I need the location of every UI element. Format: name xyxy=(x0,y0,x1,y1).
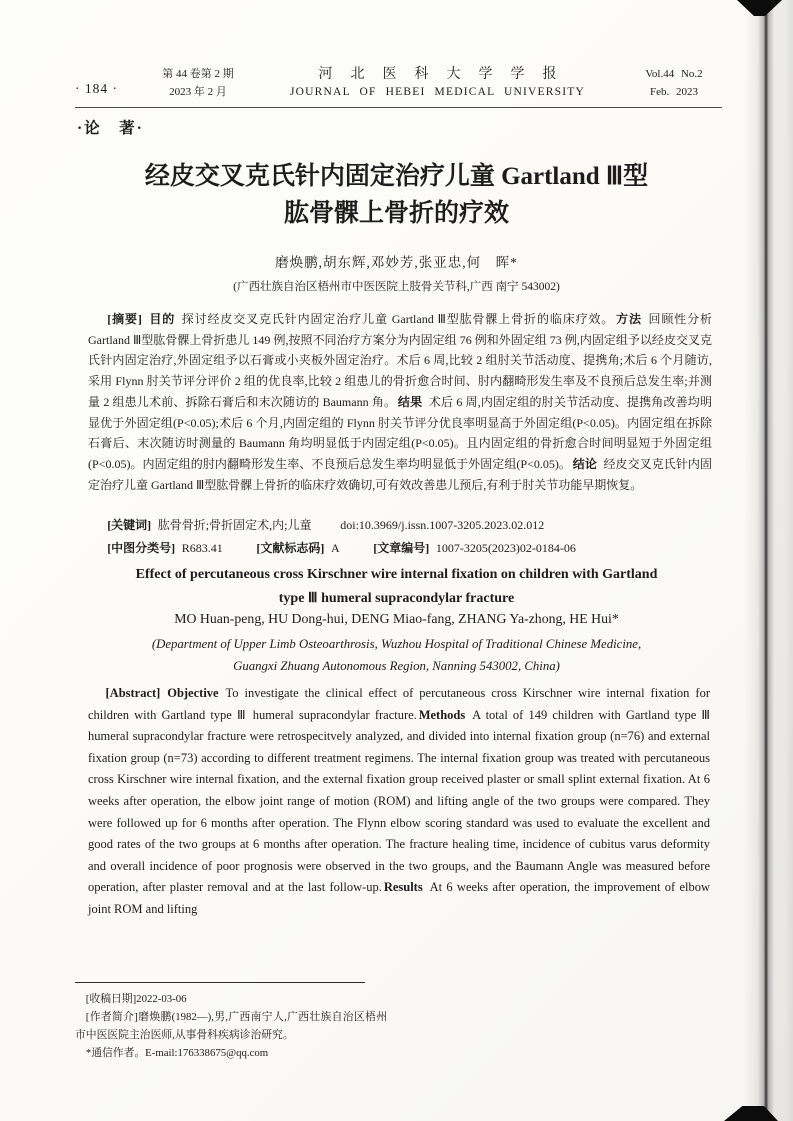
corresponding-author: *通信作者。E-mail:176338675@qq.com xyxy=(85,1047,269,1059)
title-en-line2: type Ⅲ humeral supracondylar fracture xyxy=(278,590,515,606)
affiliation-en-line1: (Department of Upper Limb Osteoarthrosis, Wuzhou Hospital of Traditional Chinese Medicine, xyxy=(151,637,642,651)
results-text-en: At 6 weeks after operation, the improvement of elbow joint ROM and lifting xyxy=(88,880,710,916)
journal-name-en: JOURNAL OF HEBEI MEDICAL UNIVERSITY xyxy=(290,85,585,98)
clc-value: R683.41 xyxy=(181,541,223,555)
doc-code-label: [文献标志码] xyxy=(256,541,325,555)
keywords-label: [关键词] xyxy=(107,518,152,532)
issue-date-en: Feb. 2023 xyxy=(650,85,698,98)
issue-volume-en: Vol.44 No.2 xyxy=(645,68,703,80)
objective-label-cn: 目的 xyxy=(148,312,176,326)
abstract-label-en: [Abstract] xyxy=(105,686,161,700)
affiliation-en xyxy=(0,634,793,677)
issue-info-cn xyxy=(147,66,249,101)
author-bio: [作者简介]磨焕鹏(1982—),男,广西南宁人,广西壮族自治区梧州市中医医院主治医师,从事骨科疾病诊治研究。 xyxy=(75,1011,387,1041)
doi: doi:10.3969/j.issn.1007-3205.2023.02.012 xyxy=(340,518,545,532)
title-cn-line2: 肱骨髁上骨折的疗效 xyxy=(283,200,509,227)
issue-date-cn: 2023 年 2 月 xyxy=(169,85,227,98)
issue-volume-cn: 第 44 卷第 2 期 xyxy=(162,68,234,80)
title-cn-line1: 经皮交叉克氏针内固定治疗儿童 Gartland Ⅲ型 xyxy=(144,163,649,190)
objective-text-en: To investigate the clinical effect of percutaneous cross Kirschner wire internal fixation for children with Gartland type Ⅲ humeral supracondylar fracture. xyxy=(88,686,710,722)
conclusion-text-cn: 经皮交叉克氏针内固定治疗儿童 Gartland Ⅲ型肱骨髁上骨折的临床疗效确切,可有效改善患儿预后,有利于肘关节功能早期恢复。 xyxy=(88,456,712,492)
methods-text-en: A total of 149 children with Gartland type Ⅲ humeral supracondylar fracture were retrospecitvely analyzed, and divided into internal fixation group (n=76) and external fixation group (n=73) according to different treatment regimens. The internal fixation group was treated with percutaneous cross Kirschner wire internal fixation, and the external fixation group received plaster or small splint external fixation. At 6 weeks after operation, the elbow joint range of motion (ROM) and lifting angle of the two groups were compared. They were followed up for 6 months after operation. The Flynn elbow scoring standard was used to evaluate the excellent and good rates of the two groups at 6 months after operation. The fracture healing time, incidence of cubitus varus deformity and overall incidence of poor prognosis were observed in the two groups, and the Baumann Angle was measured before operation, after plaster removal and at the last follow-up. xyxy=(88,707,710,895)
abstract-label-cn: [摘要] xyxy=(107,312,142,326)
journal-name-block xyxy=(249,66,626,101)
results-label-en: Results xyxy=(383,880,423,895)
authors-en: MO Huan-peng, HU Dong-hui, DENG Miao-fang, ZHANG Ya-zhong, HE Hui* xyxy=(174,611,619,626)
header-divider xyxy=(75,107,722,108)
keywords-value: 肱骨骨折;骨折固定术,内;儿童 xyxy=(157,518,312,532)
classification-line xyxy=(88,539,712,556)
results-label-cn: 结果 xyxy=(397,394,423,409)
methods-label-en: Methods xyxy=(418,707,466,722)
article-title-en xyxy=(0,563,793,610)
affiliation-en-line2: Guangxi Zhuang Autonomous Region, Nanning 543002, China) xyxy=(233,658,560,673)
keywords-line xyxy=(88,516,712,533)
section-label: ·论 著· xyxy=(77,120,144,137)
article-title-cn xyxy=(0,158,793,232)
article-id-value: 1007-3205(2023)02-0184-06 xyxy=(435,541,576,555)
title-en-line1: Effect of percutaneous cross Kirschner wire internal fixation on children with Gartland xyxy=(135,567,658,582)
page-number: · 184 · xyxy=(75,81,118,96)
clc-label: [中图分类号] xyxy=(107,541,176,555)
doc-code-value: A xyxy=(330,541,340,555)
scan-book-edge xyxy=(744,0,793,1121)
methods-text-cn: 回顾性分析 Gartland Ⅲ型肱骨髁上骨折患儿 149 例,按照不同治疗方案分为内固定组 76 例和外固定组 73 例,内固定组予以经皮交叉克氏针内固定治疗,外固定组予以石膏或小夹板外固定治疗。术后 6 周,比较 2 组肘关节活动度、提携角;术后 6 个月随访,采用 Flynn 肘关节评分评价 2 组的优良率,比较 2 组患儿的骨折愈合时间、肘内翻畸形发生率及不良预后总发生率;并测量 2 组患儿术前、拆除石膏后和末次随访的 Baumann 角。 xyxy=(88,312,712,409)
journal-name-cn: 河北医科大学学报 xyxy=(318,67,575,82)
objective-text-cn: 探讨经皮交叉克氏针内固定治疗儿童 Gartland Ⅲ型肱骨髁上骨折的临床疗效。 xyxy=(181,312,615,326)
footnote-block xyxy=(75,990,387,1062)
journal-header xyxy=(75,66,722,101)
conclusion-label-cn: 结论 xyxy=(572,456,597,471)
objective-label-en: Objective xyxy=(167,686,219,700)
issue-info-en xyxy=(626,66,722,101)
abstract-cn xyxy=(88,309,712,495)
abstract-en xyxy=(88,683,710,921)
results-text-cn: 术后 6 周,内固定组的肘关节活动度、提携角改善均明显优于外固定组(P<0.05);术后 6 个月,内固定组的 Flynn 肘关节评分优良率明显高于外固定组(P<0.05)。内固定组在拆除石膏后、末次随访时测量的 Baumann 角均明显低于内固定组(P<0.05)。且内固定组的骨折愈合时间明显短于外固定组(P<0.05)。内固定组的肘内翻畸形发生率、不良预后总发生率均明显低于外固定组(P<0.05)。 xyxy=(88,394,712,471)
methods-label-cn: 方法 xyxy=(616,312,642,326)
affiliation-cn: (广西壮族自治区梧州市中医医院上肢骨关节科,广西 南宁 543002) xyxy=(233,281,560,293)
article-id-label: [文章编号] xyxy=(373,541,430,555)
received-date: [收稿日期]2022-03-06 xyxy=(85,993,187,1005)
footnote-divider xyxy=(75,982,365,983)
authors-cn: 磨焕鹏,胡东辉,邓妙芳,张亚忠,何 晖* xyxy=(275,255,518,270)
